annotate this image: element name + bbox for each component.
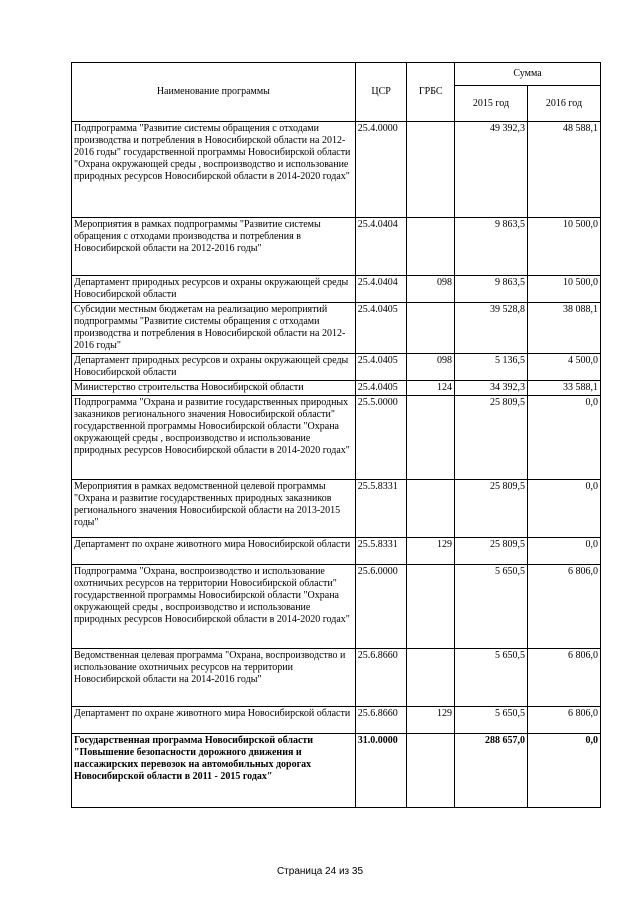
cell-sum-2016: 38 088,1 [527, 303, 600, 354]
cell-sum-2015: 288 657,0 [455, 734, 528, 808]
cell-sum-2016: 6 806,0 [527, 649, 600, 707]
cell-csr: 25.4.0404 [355, 218, 407, 276]
cell-grbs: 098 [407, 276, 455, 303]
header-summa: Сумма [455, 63, 601, 86]
cell-name: Ведомственная целевая программа "Охрана, воспроизводство и использование охотничьих ресурсов на территории Новосибирской области на 2014-2016 годы" [72, 649, 356, 707]
header-csr: ЦСР [355, 63, 407, 122]
cell-sum-2016: 48 588,1 [527, 122, 600, 218]
cell-csr: 25.4.0405 [355, 381, 407, 396]
cell-grbs: 129 [407, 707, 455, 734]
cell-csr: 25.5.0000 [355, 396, 407, 480]
cell-csr: 25.6.0000 [355, 565, 407, 649]
cell-name: Департамент природных ресурсов и охраны окружающей среды Новосибирской области [72, 354, 356, 381]
cell-csr: 31.0.0000 [355, 734, 407, 808]
cell-sum-2015: 5 650,5 [455, 649, 528, 707]
cell-csr: 25.5.8331 [355, 538, 407, 565]
cell-grbs [407, 649, 455, 707]
cell-csr: 25.4.0404 [355, 276, 407, 303]
cell-csr: 25.4.0405 [355, 303, 407, 354]
table-row [72, 122, 601, 218]
cell-sum-2015: 5 136,5 [455, 354, 528, 381]
table-row [72, 480, 601, 538]
cell-csr: 25.4.0000 [355, 122, 407, 218]
cell-grbs [407, 218, 455, 276]
table-header [72, 63, 601, 122]
cell-grbs [407, 303, 455, 354]
table-body [72, 122, 601, 808]
cell-sum-2015: 25 809,5 [455, 538, 528, 565]
cell-name: Министерство строительства Новосибирской области [72, 381, 356, 396]
cell-grbs [407, 122, 455, 218]
cell-sum-2016: 0,0 [527, 538, 600, 565]
cell-sum-2016: 10 500,0 [527, 218, 600, 276]
cell-name: Департамент природных ресурсов и охраны окружающей среды Новосибирской области [72, 276, 356, 303]
cell-grbs [407, 396, 455, 480]
cell-sum-2015: 25 809,5 [455, 480, 528, 538]
cell-name: Мероприятия в рамках подпрограммы "Развитие системы обращения с отходами производства и потребления в Новосибирской области на 2012-2016 годы" [72, 218, 356, 276]
cell-grbs [407, 734, 455, 808]
table-row [72, 707, 601, 734]
cell-sum-2016: 10 500,0 [527, 276, 600, 303]
cell-grbs [407, 565, 455, 649]
table-row [72, 354, 601, 381]
cell-sum-2015: 5 650,5 [455, 707, 528, 734]
page-footer: Страница 24 из 35 [276, 866, 364, 877]
cell-name: Подпрограмма "Охрана, воспроизводство и использование охотничьих ресурсов на территории Новосибирской области" государственной программы Новосибирской области "Охрана окружающей среды , воспроизводство и использование природных ресурсов Новосибирской области в 2014-2020 годах" [72, 565, 356, 649]
cell-name: Субсидии местным бюджетам на реализацию мероприятий подпрограммы "Развитие системы обращения с отходами производства и потребления в Новосибирской области на 2012-2016 годы" [72, 303, 356, 354]
cell-sum-2015: 39 528,8 [455, 303, 528, 354]
cell-name: Департамент по охране животного мира Новосибирской области [72, 538, 356, 565]
table-row [72, 381, 601, 396]
cell-sum-2015: 25 809,5 [455, 396, 528, 480]
cell-name: Подпрограмма "Охрана и развитие государственных природных заказников регионального значения Новосибирской области" государственной программы Новосибирской области "Охрана окружающей среды , воспроизводство и использование природных ресурсов Новосибирской области в 2014-2020 годах" [72, 396, 356, 480]
table-row [72, 649, 601, 707]
budget-table [71, 62, 601, 808]
cell-sum-2016: 6 806,0 [527, 565, 600, 649]
cell-name: Мероприятия в рамках ведомственной целевой программы "Охрана и развитие государственных природных заказников регионального значения Новосибирской области на 2013-2015 годы" [72, 480, 356, 538]
table-row [72, 734, 601, 808]
cell-name: Департамент по охране животного мира Новосибирской области [72, 707, 356, 734]
table-row [72, 218, 601, 276]
cell-sum-2015: 34 392,3 [455, 381, 528, 396]
cell-sum-2016: 0,0 [527, 734, 600, 808]
cell-sum-2015: 49 392,3 [455, 122, 528, 218]
cell-grbs: 124 [407, 381, 455, 396]
cell-csr: 25.5.8331 [355, 480, 407, 538]
table-row [72, 396, 601, 480]
header-year-2015: 2015 год [455, 86, 528, 122]
cell-csr: 25.4.0405 [355, 354, 407, 381]
table-row [72, 303, 601, 354]
table-row [72, 538, 601, 565]
cell-csr: 25.6.8660 [355, 707, 407, 734]
cell-sum-2015: 5 650,5 [455, 565, 528, 649]
cell-sum-2016: 4 500,0 [527, 354, 600, 381]
header-grbs: ГРБС [407, 63, 455, 122]
cell-sum-2015: 9 863,5 [455, 218, 528, 276]
cell-sum-2016: 0,0 [527, 480, 600, 538]
cell-sum-2015: 9 863,5 [455, 276, 528, 303]
cell-grbs: 129 [407, 538, 455, 565]
cell-grbs: 098 [407, 354, 455, 381]
table-row [72, 276, 601, 303]
cell-name: Подпрограмма "Развитие системы обращения с отходами производства и потребления в Новосибирской области на 2012-2016 годы" государственной программы Новосибирской области "Охрана окружающей среды , воспроизводство и использование природных ресурсов Новосибирской области в 2014-2020 годах" [72, 122, 356, 218]
cell-name: Государственная программа Новосибирской области "Повышение безопасности дорожного движения и пассажирских перевозок на автомобильных дорогах Новосибирской области в 2011 - 2015 годах" [72, 734, 356, 808]
table-row [72, 565, 601, 649]
cell-grbs [407, 480, 455, 538]
cell-sum-2016: 33 588,1 [527, 381, 600, 396]
header-name: Наименование программы [72, 63, 356, 122]
cell-sum-2016: 6 806,0 [527, 707, 600, 734]
cell-sum-2016: 0,0 [527, 396, 600, 480]
header-year-2016: 2016 год [527, 86, 600, 122]
cell-csr: 25.6.8660 [355, 649, 407, 707]
